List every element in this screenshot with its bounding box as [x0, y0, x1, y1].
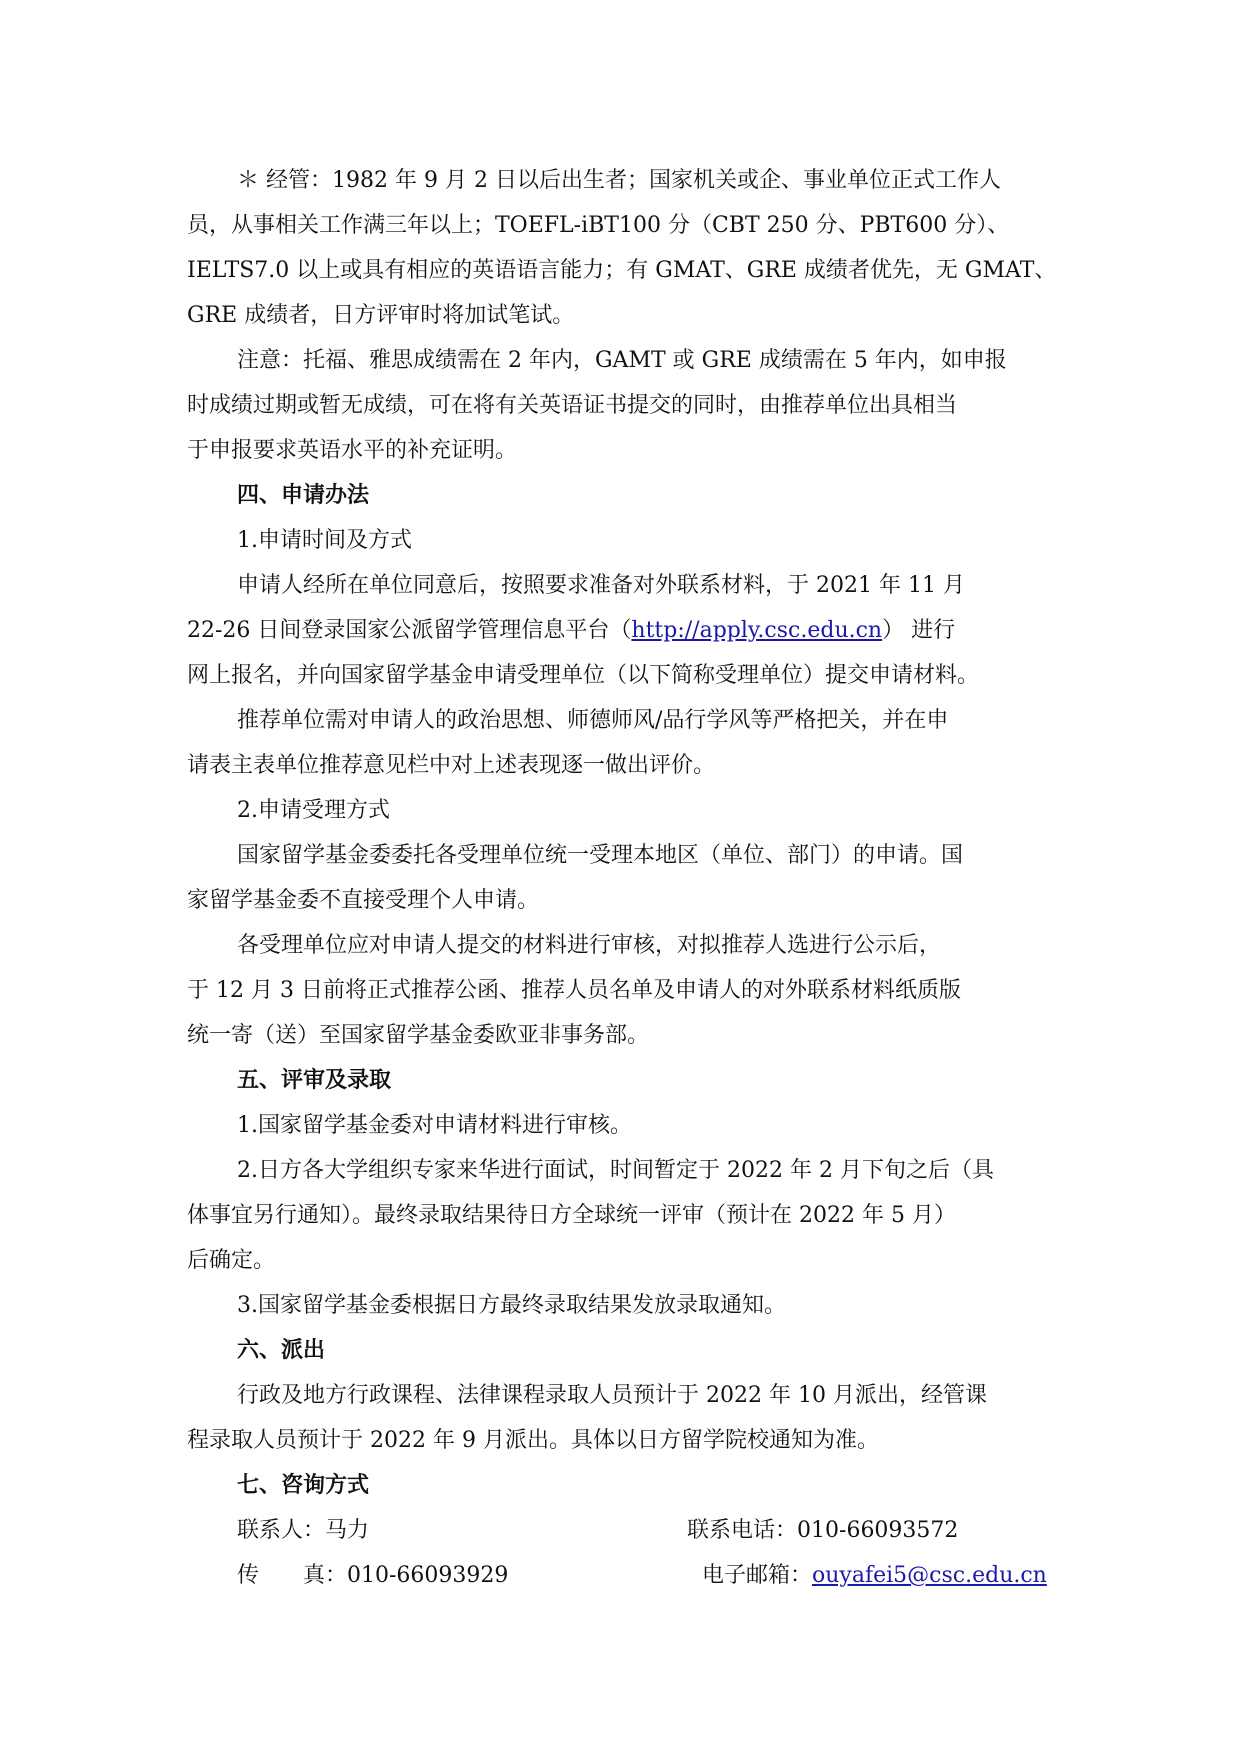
text-line: 申请人经所在单位同意后，按照要求准备对外联系材料，于 2021 年 11 月 [237, 573, 965, 598]
text-line: 1.国家留学基金委对申请材料进行审核。 [237, 1113, 632, 1138]
text-line: 员，从事相关工作满三年以上；TOEFL-iBT100 分（CBT 250 分、PBT600 分）、 [187, 213, 1010, 238]
text-line: 2.申请受理方式 [237, 798, 390, 823]
text-line: 时成绩过期或暂无成绩，可在将有关英语证书提交的同时，由推荐单位出具相当 [187, 393, 958, 418]
text-line: 请表主表单位推荐意见栏中对上述表现逐一做出评价。 [187, 753, 716, 778]
contact-email [702, 1553, 1047, 1598]
text-line: 统一寄（送）至国家留学基金委欧亚非事务部。 [187, 1023, 650, 1048]
fax-number: 010-66093929 [347, 1563, 509, 1588]
review-item-1 [187, 1103, 1059, 1148]
text-line: 3.国家留学基金委根据日方最终录取结果发放录取通知。 [237, 1293, 786, 1318]
review-submission-paragraph [187, 923, 1059, 1058]
text-segment: 22-26 日间登录国家公派留学管理信息平台（ [187, 618, 632, 643]
contact-person [237, 1508, 369, 1553]
text-line: ＊ 经管：1982 年 9 月 2 日以后出生者；国家机关或企、事业单位正式工作人 [237, 168, 1001, 193]
text-line: 各受理单位应对申请人提交的材料进行审核，对拟推荐人选进行公示后， [237, 933, 942, 958]
text-segment: ） 进行 [882, 618, 956, 643]
text-line: 2.日方各大学组织专家来华进行面试，时间暂定于 2022 年 2 月下旬之后（具 [237, 1158, 994, 1183]
section-heading-application: 四、申请办法 [237, 483, 370, 508]
review-item-2 [187, 1148, 1059, 1283]
contact-label: 联系人： [237, 1518, 326, 1543]
text-line: 行政及地方行政课程、法律课程录取人员预计于 2022 年 10 月派出，经管课 [237, 1383, 987, 1408]
application-time-paragraph [187, 563, 1059, 698]
acceptance-paragraph [187, 833, 1059, 923]
document-page [187, 158, 1059, 1598]
contact-fax [237, 1553, 508, 1598]
text-line [187, 608, 1059, 653]
dispatch-paragraph [187, 1373, 1059, 1463]
contact-name: 马力 [325, 1518, 370, 1543]
text-line: 注意：托福、雅思成绩需在 2 年内，GAMT 或 GRE 成绩需在 5 年内，如申报 [237, 348, 1007, 373]
fax-label [237, 1553, 347, 1598]
contact-row-2 [187, 1553, 1059, 1598]
phone-number: 010-66093572 [797, 1518, 959, 1543]
text-line: 推荐单位需对申请人的政治思想、师德师风/品行学风等严格把关，并在申 [237, 708, 949, 733]
text-line: 1.申请时间及方式 [237, 528, 412, 553]
mgmt-eligibility-paragraph [187, 158, 1059, 338]
contact-row-1 [187, 1508, 1059, 1553]
fax-label-char: 真： [302, 1563, 347, 1588]
text-line: 国家留学基金委委托各受理单位统一受理本地区（单位、部门）的申请。国 [237, 843, 964, 868]
phone-label: 联系电话： [687, 1518, 798, 1543]
contact-phone [687, 1508, 958, 1553]
section-heading-dispatch: 六、派出 [237, 1338, 326, 1363]
subheading-application-time [187, 518, 1059, 563]
email-link[interactable]: ouyafei5@csc.edu.cn [812, 1563, 1047, 1588]
review-item-3 [187, 1283, 1059, 1328]
text-line: 程录取人员预计于 2022 年 9 月派出。具体以日方留学院校通知为准。 [187, 1428, 879, 1453]
text-line: IELTS7.0 以上或具有相应的英语语言能力；有 GMAT、GRE 成绩者优先，无 GMAT、 [187, 258, 1057, 283]
text-line: 于申报要求英语水平的补充证明。 [187, 438, 518, 463]
score-validity-note [187, 338, 1059, 473]
email-label: 电子邮箱： [702, 1563, 813, 1588]
subheading-acceptance [187, 788, 1059, 833]
text-line: GRE 成绩者，日方评审时将加试笔试。 [187, 303, 575, 328]
text-line: 网上报名，并向国家留学基金申请受理单位（以下简称受理单位）提交申请材料。 [187, 663, 980, 688]
section-heading-review: 五、评审及录取 [237, 1068, 392, 1093]
apply-platform-link[interactable]: http://apply.csc.edu.cn [631, 618, 883, 643]
text-line: 于 12 月 3 日前将正式推荐公函、推荐人员名单及申请人的对外联系材料纸质版 [187, 978, 961, 1003]
text-line: 后确定。 [187, 1248, 276, 1273]
section-heading-contact: 七、咨询方式 [237, 1473, 370, 1498]
recommendation-paragraph [187, 698, 1059, 788]
text-line: 家留学基金委不直接受理个人申请。 [187, 888, 540, 913]
text-line: 体事宜另行通知）。最终录取结果待日方全球统一评审（预计在 2022 年 5 月） [187, 1203, 956, 1228]
fax-label-char: 传 [237, 1563, 260, 1588]
